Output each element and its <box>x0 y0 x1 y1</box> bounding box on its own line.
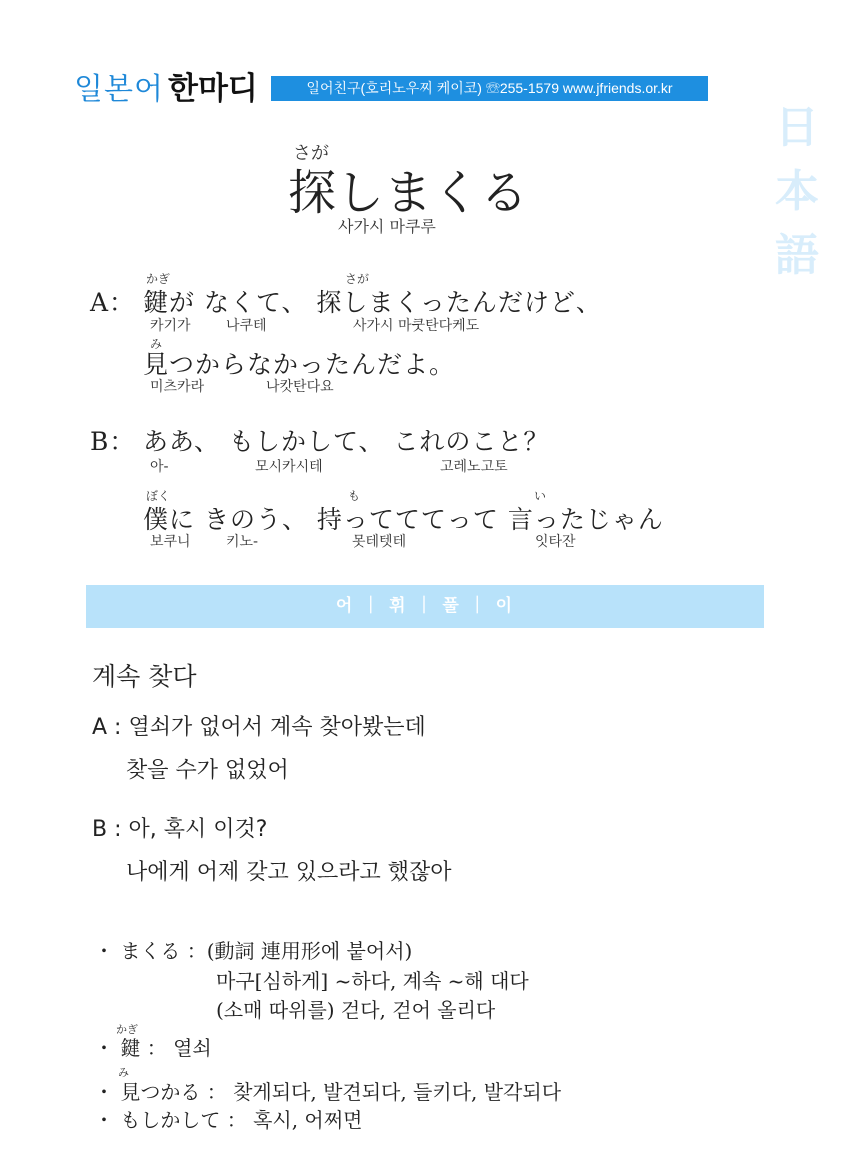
phrase-title: 探しまくる <box>288 165 529 221</box>
b2-ruby-1: ぼく <box>146 489 171 503</box>
a-ruby-2: さが <box>345 272 370 286</box>
b-read-2: 모시카시테 <box>255 459 323 475</box>
b2-read-1: 보쿠니 <box>150 534 191 550</box>
vertical-char-3: 語 <box>775 230 819 281</box>
translation-heading: 계속 찾다 <box>92 662 197 691</box>
translation-b-line2: 나에게 어제 갖고 있으라고 했잖아 <box>126 860 452 885</box>
b2-read-4: 잇타잔 <box>535 534 576 550</box>
phrase-reading: 사가시 마쿠루 <box>338 217 436 236</box>
a2-read-2: 나캇탄다요 <box>266 379 334 395</box>
b2-ruby-2: も <box>348 489 361 503</box>
vocab-bar: 어 ｜ 휘 ｜ 풀 ｜ 이 <box>86 585 764 628</box>
a-line1: 鍵が なくて、 探しまくったんだけど、 <box>143 288 602 317</box>
a-label: A： <box>90 288 136 317</box>
a2-read-1: 미츠카라 <box>150 379 205 395</box>
vertical-label <box>767 96 827 288</box>
note-1-line2: 마구[심하게] ~하다, 계속 ~해 대다 <box>216 969 529 993</box>
b2-read-3: 못테텟테 <box>352 534 407 550</box>
note-1-line3: (소매 따위를) 걷다, 걷어 올리다 <box>216 998 496 1022</box>
translation-b-line1: B : 아, 혹시 이것? <box>92 817 268 842</box>
a2-ruby: み <box>150 337 163 351</box>
note-3-ruby: み <box>118 1066 129 1079</box>
b-line2: 僕に きのう、 持ってててって 言ったじゃん <box>143 505 664 534</box>
translation-a-line1: A : 열쇠가 없어서 계속 찾아봤는데 <box>92 715 426 740</box>
logo-part2: 한마디 <box>168 71 258 107</box>
vertical-char-1: 日 <box>775 102 819 153</box>
translation-a-line2: 찾을 수가 없었어 <box>126 758 289 783</box>
a-read-3: 사가시 마쿳탄다케도 <box>353 318 480 334</box>
a-read-2: 나쿠테 <box>226 318 267 334</box>
phrase-ruby: さが <box>293 143 329 164</box>
a-line2: 見つからなかったんだよ。 <box>143 350 456 379</box>
b2-read-2: 키노- <box>226 534 259 550</box>
note-2: ・ 鍵 ： 열쇠 <box>94 1036 212 1060</box>
note-3: ・ 見つかる ： 찾게되다, 발견되다, 들키다, 발각되다 <box>94 1080 562 1104</box>
b-read-3: 고레노고토 <box>440 459 508 475</box>
note-1-line1: ・ まくる ：(動詞 連用形에 붙어서) <box>94 939 413 963</box>
vertical-char-2: 本 <box>775 166 819 217</box>
b-read-1: 아- <box>150 459 169 475</box>
info-bar: 일어친구(호리노우찌 케이코) ☏255-1579 www.jfriends.or.kr <box>271 76 708 101</box>
logo-part1: 일본어 <box>74 72 164 107</box>
b-label: B： <box>90 427 136 456</box>
a-ruby-1: かぎ <box>146 272 171 286</box>
b-line1: ああ、 もしかして、 これのこと？ <box>143 427 550 456</box>
note-4: ・ もしかして ： 혹시, 어쩌면 <box>94 1108 363 1132</box>
a-read-1: 카기가 <box>150 318 191 334</box>
b2-ruby-3: い <box>534 489 547 503</box>
note-2-ruby: かぎ <box>116 1023 138 1036</box>
